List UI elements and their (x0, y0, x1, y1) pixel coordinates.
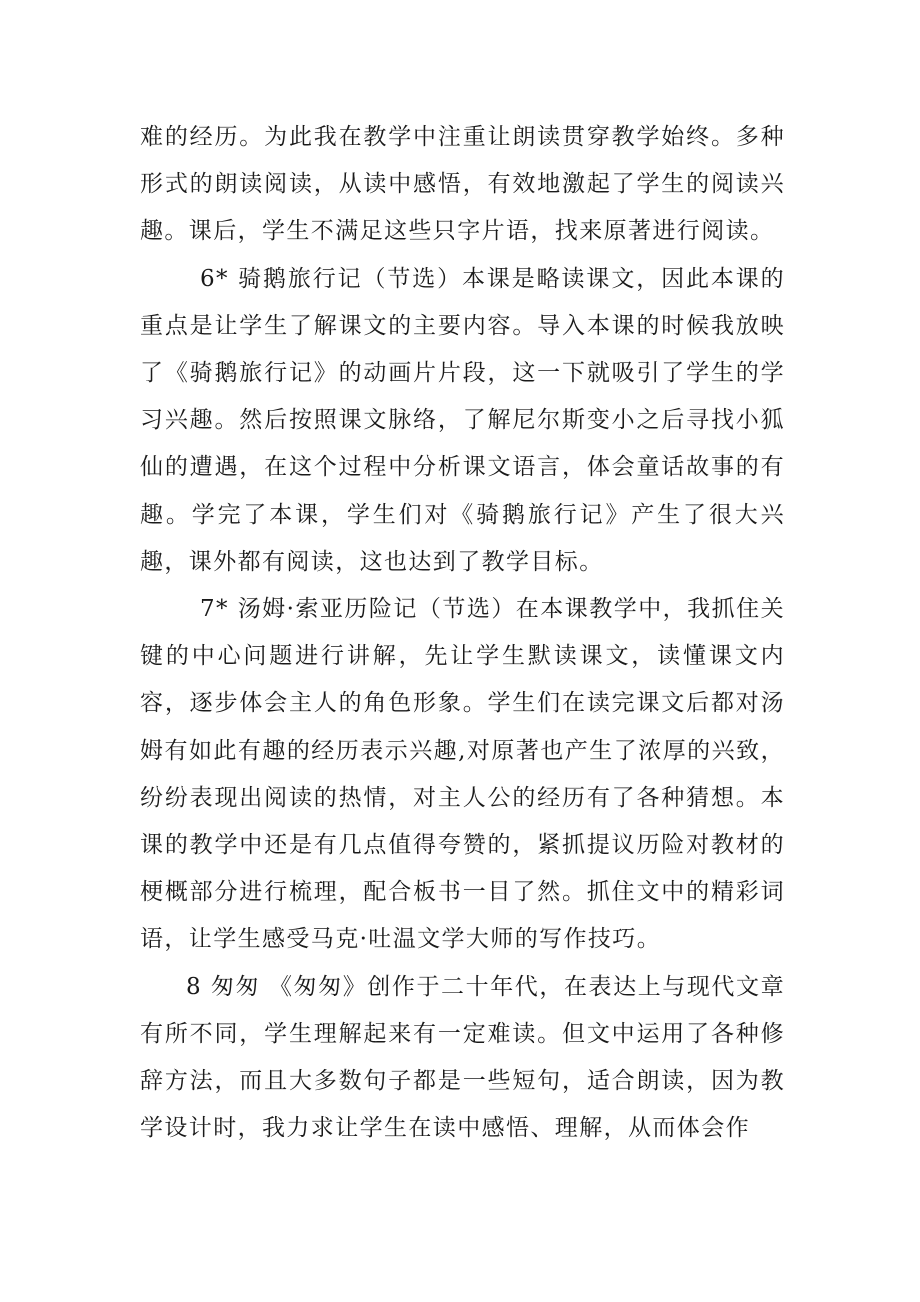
document-body (140, 114, 785, 1152)
paragraph-lesson-8: 8 匆匆 《匆匆》创作于二十年代，在表达上与现代文章有所不同，学生理解起来有一定难读。但文中运用了各种修辞方法，而且大多数句子都是一些短句，适合朗读，因为教学设计时，我力求让学生在读中感悟、理解，从而体会作 (140, 973, 785, 1142)
paragraph-lesson-7: 7* 汤姆·索亚历险记（节选）在本课教学中，我抓住关键的中心问题进行讲解，先让学生默读课文，读懂课文内容，逐步体会主人的角色形象。学生们在读完课文后都对汤姆有如此有趣的经历表示兴趣,对原著也产生了浓厚的兴致，纷纷表现出阅读的热情，对主人公的经历有了各种猜想。本课的教学中还是有几点值得夸赞的，紧抓提议历险对教材的梗概部分进行梳理，配合板书一目了然。抓住文中的精彩词语，让学生感受马克·吐温文学大师的写作技巧。 (140, 596, 785, 953)
paragraph-lesson-6: 6* 骑鹅旅行记（节选）本课是略读课文，因此本课的重点是让学生了解课文的主要内容。导入本课的时候我放映了《骑鹅旅行记》的动画片片段，这一下就吸引了学生的学习兴趣。然后按照课文脉络，了解尼尔斯变小之后寻找小狐仙的遭遇，在这个过程中分析课文语言，体会童话故事的有趣。学完了本课，学生们对《骑鹅旅行记》产生了很大兴趣，课外都有阅读，这也达到了教学目标。 (140, 265, 785, 575)
paragraph-continuation: 难的经历。为此我在教学中注重让朗读贯穿教学始终。多种形式的朗读阅读，从读中感悟，有效地激起了学生的阅读兴趣。课后，学生不满足这些只字片语，找来原著进行阅读。 (140, 124, 785, 245)
